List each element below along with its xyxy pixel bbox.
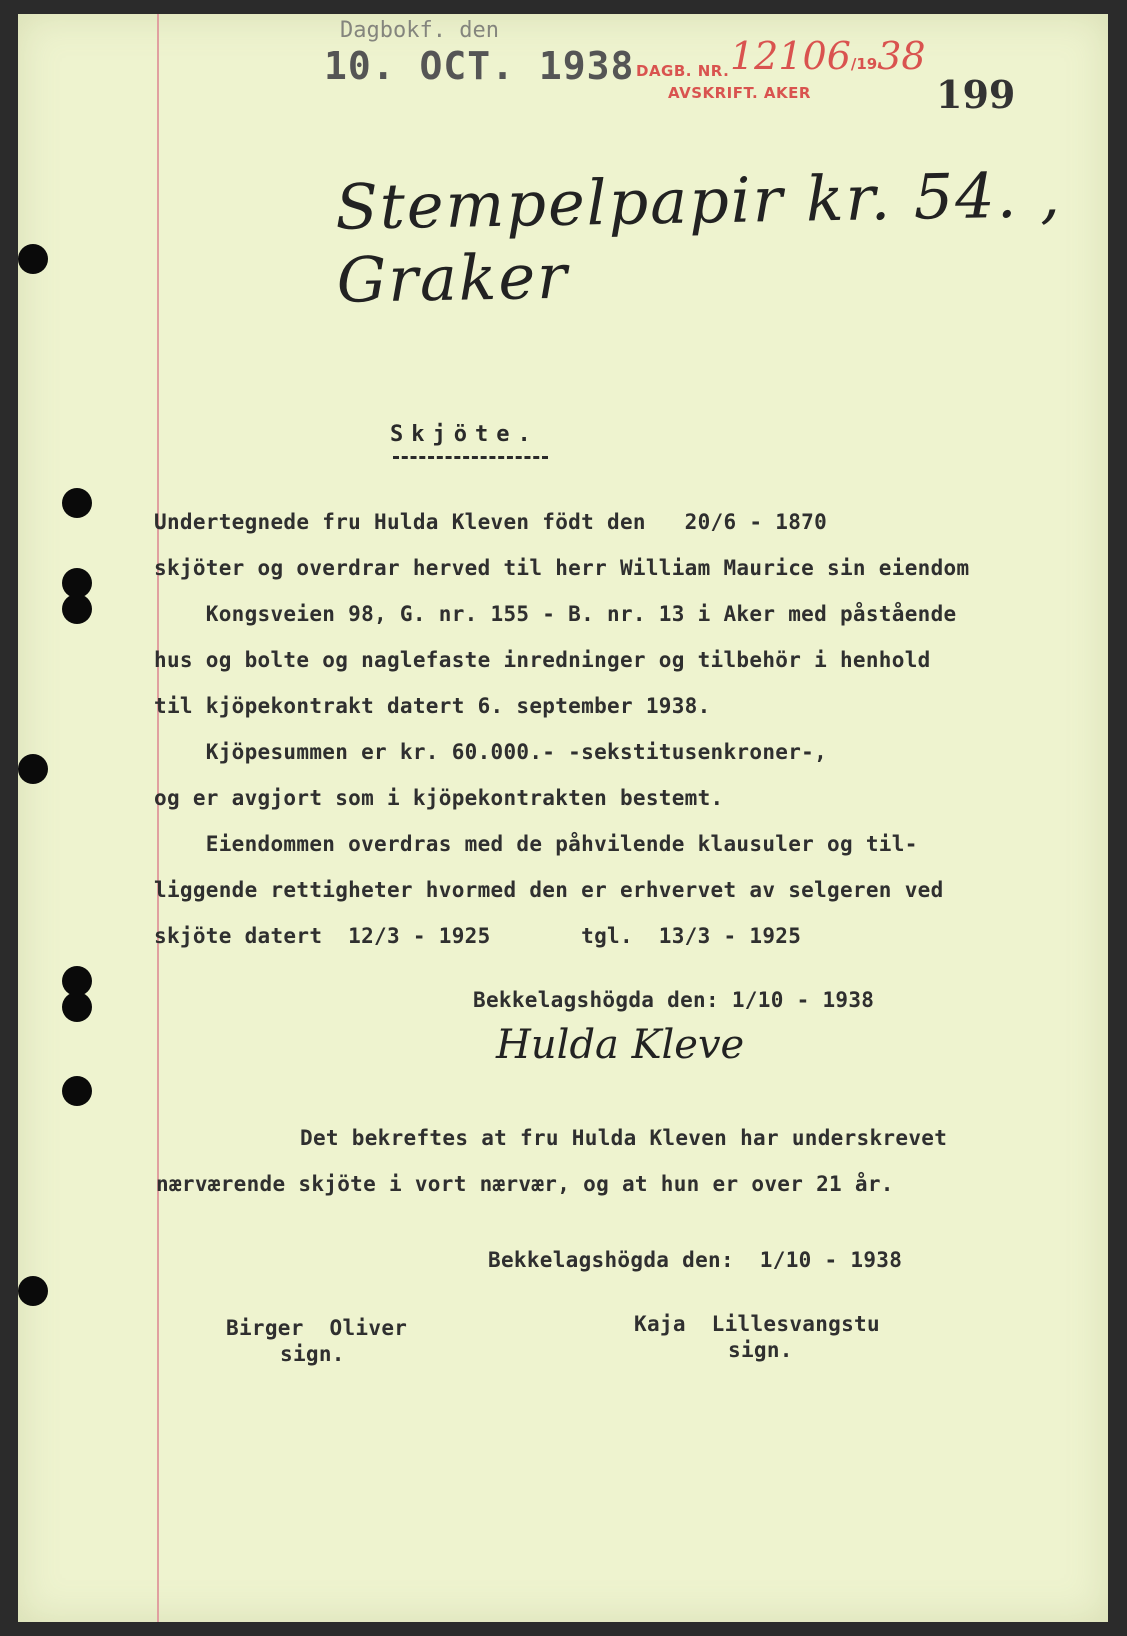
punch-hole: [62, 594, 92, 624]
place-date: Bekkelagshögda den: 1/10 - 1938: [473, 988, 875, 1012]
journal-label: DAGB. NR.: [636, 62, 730, 80]
document-page: [18, 14, 1108, 1622]
witness-name: Kaja Lillesvangstu: [634, 1312, 880, 1336]
punch-hole: [62, 992, 92, 1022]
place-date: Bekkelagshögda den: 1/10 - 1938: [488, 1248, 903, 1272]
body-line: Eiendommen overdras med de påhvilende klausuler og til-: [154, 832, 918, 856]
journal-year: 38: [877, 34, 926, 78]
journal-number: 12106: [730, 34, 851, 78]
witness-sign: sign.: [728, 1338, 793, 1362]
body-line: til kjöpekontrakt datert 6. september 1938.: [154, 694, 711, 718]
transcript-stamp: AVSKRIFT. AKER: [668, 84, 811, 102]
journal-year-prefix: /19: [850, 55, 878, 73]
body-line: Undertegnede fru Hulda Kleven födt den 20/6 - 1870: [154, 510, 828, 534]
witness-sign: sign.: [280, 1342, 345, 1366]
punch-hole: [18, 754, 48, 784]
stamp-date: 10. OCT. 1938: [324, 44, 635, 88]
body-line: hus og bolte og naglefaste inredninger og tilbehör i henhold: [154, 648, 931, 672]
journal-number-handwritten: [730, 34, 926, 78]
body-line: Kjöpesummen er kr. 60.000.- -sekstitusenkroner-,: [154, 740, 828, 764]
signature: Hulda Kleve: [496, 1022, 745, 1068]
body-line: Kongsveien 98, G. nr. 155 - B. nr. 13 i Aker med påstående: [154, 602, 957, 626]
title-underline: [393, 456, 548, 459]
handwritten-heading: Stempelpapir kr. 54. , Graker: [334, 158, 1063, 317]
punch-hole: [62, 1076, 92, 1106]
punch-hole: [18, 244, 48, 274]
witness-name: Birger Oliver: [226, 1316, 408, 1340]
body-line: skjöte datert 12/3 - 1925 tgl. 13/3 - 1925: [154, 924, 802, 948]
punch-hole: [18, 1276, 48, 1306]
body-line: skjöter og overdrar herved til herr William Maurice sin eiendom: [154, 556, 970, 580]
body-line: liggende rettigheter hvormed den er erhvervet av selgeren ved: [154, 878, 944, 902]
margin-line: [157, 14, 159, 1622]
confirmation-line: Det bekreftes at fru Hulda Kleven har underskrevet: [300, 1126, 948, 1150]
stamp-label: Dagbokf. den: [340, 18, 499, 43]
journal-number-stamp: [636, 62, 729, 80]
confirmation-line: nærværende skjöte i vort nærvær, og at hun er over 21 år.: [156, 1172, 894, 1196]
document-title: Skjöte.: [390, 422, 539, 447]
punch-hole: [62, 488, 92, 518]
body-line: og er avgjort som i kjöpekontrakten bestemt.: [154, 786, 724, 810]
page-number: 199: [936, 72, 1016, 117]
